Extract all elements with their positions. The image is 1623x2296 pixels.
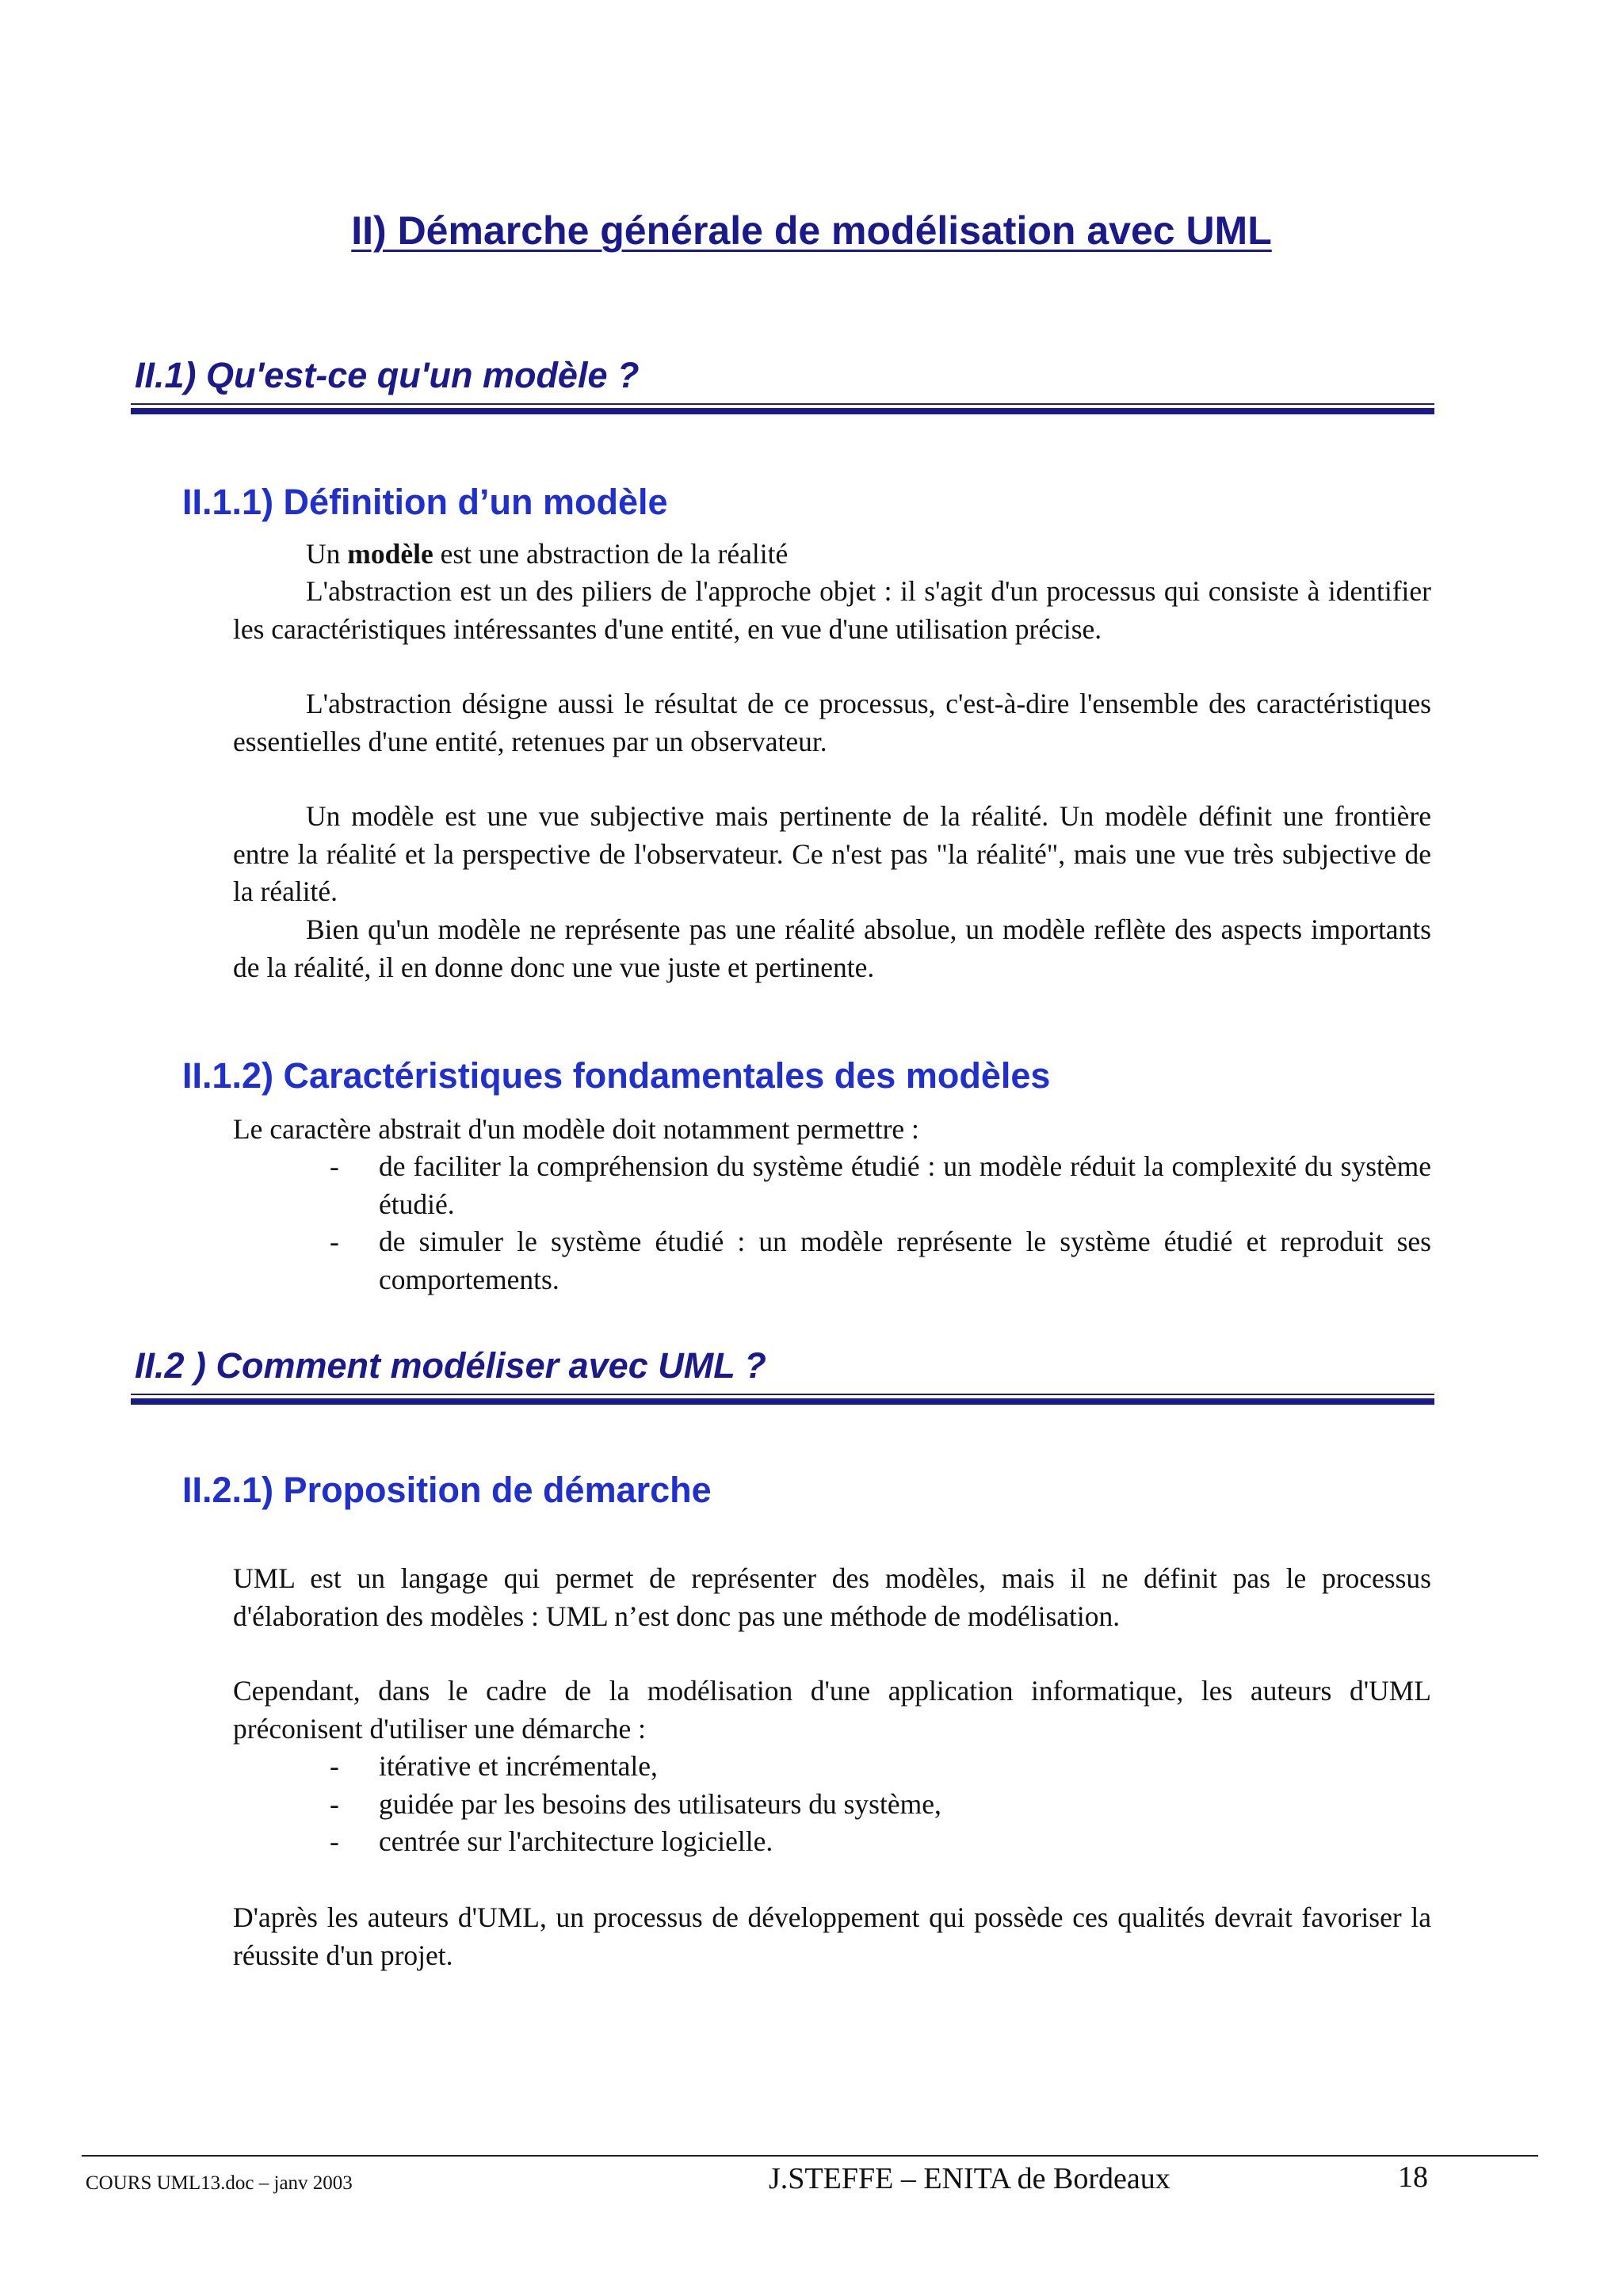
footer-author: J.STEFFE – ENITA de Bordeaux (769, 2162, 1170, 2195)
list-dash: - (330, 1150, 339, 1182)
paragraph-uml-language: UML est un langage qui permet de représenter des modèles, mais il ne définit pas le processus d'élaboration des modèles : UML n’est donc pas une méthode de modélisation. (233, 1562, 1431, 1632)
list-item (233, 1223, 1431, 1299)
list-item-text: centrée sur l'architecture logicielle. (379, 1825, 773, 1857)
section-rule-2 (131, 1398, 1434, 1405)
list-dash: - (330, 1787, 339, 1820)
list-item-text: de faciliter la compréhension du système étudié : un modèle réduit la complexité du système étudié. (379, 1150, 1431, 1220)
paragraph-text: est une abstraction de la réalité (433, 538, 789, 570)
paragraph-approach: Cependant, dans le cadre de la modélisation d'une application informatique, les auteurs d'UML préconisent d'utiliser une démarche : (233, 1675, 1431, 1745)
list-item-text: itérative et incrémentale, (379, 1750, 658, 1782)
list-item-text: de simuler le système étudié : un modèle représente le système étudié et reproduit ses comportements. (379, 1226, 1431, 1295)
list-item-text: guidée par les besoins des utilisateurs du système, (379, 1787, 941, 1820)
section-rule-1 (131, 408, 1434, 414)
paragraph-characteristics-intro: Le caractère abstrait d'un modèle doit notamment permettre : (233, 1113, 919, 1145)
approach-list (233, 1748, 1431, 1861)
subsection-heading-1-2: II.1.2) Caractéristiques fondamentales des modèles (182, 1055, 1051, 1096)
list-item (233, 1148, 1431, 1223)
list-dash: - (330, 1226, 339, 1257)
characteristics-list (233, 1148, 1431, 1299)
bold-term: modèle (347, 538, 433, 570)
list-dash: - (330, 1825, 339, 1857)
paragraph-subjective-view: Un modèle est une vue subjective mais pertinente de la réalité. Un modèle définit une frontière entre la réalité et la perspective de l'observateur. Ce n'est pas "la réalité", mais une vue très subjective de la réalité. (233, 800, 1431, 907)
paragraph-abstraction: L'abstraction est un des piliers de l'approche objet : il s'agit d'un processus qui consiste à identifier les caractéristiques intéressantes d'une entité, en vue d'une utilisation précise. (233, 575, 1431, 645)
footer-filename: COURS UML13.doc – janv 2003 (86, 2172, 353, 2194)
page-title: II) Démarche générale de modélisation avec UML (351, 208, 1272, 253)
subsection-heading-1-1: II.1.1) Définition d’un modèle (182, 482, 668, 522)
paragraph-conclusion: D'après les auteurs d'UML, un processus de développement qui possède ces qualités devrait favoriser la réussite d'un projet. (233, 1901, 1431, 1971)
paragraph-abstraction-result: L'abstraction désigne aussi le résultat de ce processus, c'est-à-dire l'ensemble des caractéristiques essentielles d'une entité, retenues par un observateur. (233, 688, 1431, 757)
section-heading-1: II.1) Qu'est-ce qu'un modèle ? (135, 355, 640, 395)
paragraph-text: Un (306, 538, 348, 570)
paragraph-definition (233, 536, 1431, 574)
subsection-heading-2-1: II.2.1) Proposition de démarche (182, 1470, 712, 1510)
section-heading-2: II.2 ) Comment modéliser avec UML ? (135, 1345, 766, 1386)
list-item (233, 1786, 1431, 1824)
list-item (233, 1823, 1431, 1861)
list-item (233, 1748, 1431, 1786)
page-number: 18 (1398, 2161, 1428, 2194)
list-dash: - (330, 1750, 339, 1782)
paragraph-relevance: Bien qu'un modèle ne représente pas une réalité absolue, un modèle reflète des aspects importants de la réalité, il en donne donc une vue juste et pertinente. (233, 913, 1431, 983)
footer-rule (82, 2155, 1538, 2157)
